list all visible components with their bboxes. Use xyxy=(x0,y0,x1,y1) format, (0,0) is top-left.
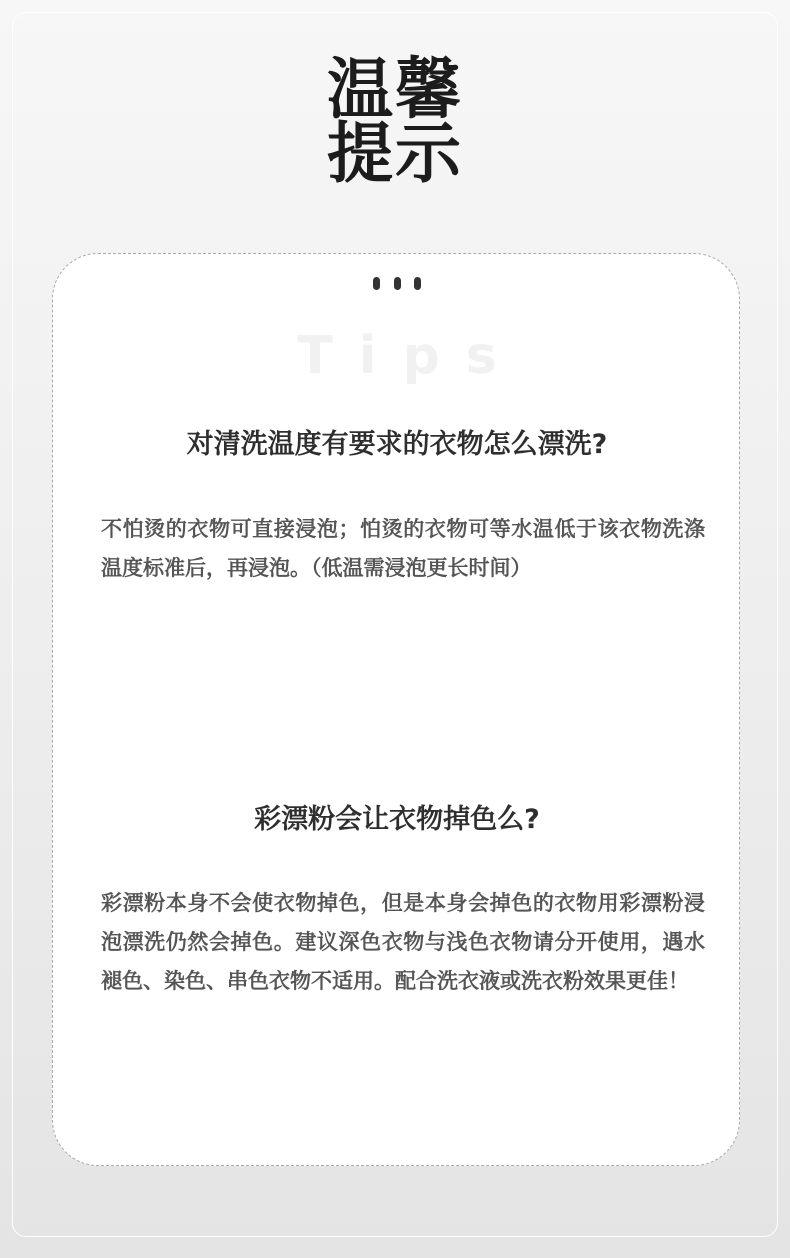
dot-icon xyxy=(373,277,380,290)
tips-watermark: Tips xyxy=(297,326,523,386)
page-title xyxy=(0,51,790,192)
answer-1: 不怕烫的衣物可直接浸泡；怕烫的衣物可等水温低于该衣物洗涤温度标准后，再浸泡。（低温需浸泡更长时间） xyxy=(101,517,705,580)
title-line-1: 温馨 xyxy=(327,51,463,128)
answer-2: 彩漂粉本身不会使衣物掉色，但是本身会掉色的衣物用彩漂粉浸泡漂洗仍然会掉色。建议深色衣物与浅色衣物请分开使用，遇水褪色、染色、串色衣物不适用。配合洗衣液或洗衣粉效果更佳！ xyxy=(101,891,705,993)
question-1: 对清洗温度有要求的衣物怎么漂洗? xyxy=(186,429,608,460)
more-dots-icon xyxy=(373,276,421,290)
question-2: 彩漂粉会让衣物掉色么? xyxy=(254,804,540,835)
title-line-2: 提示 xyxy=(327,115,463,192)
tips-card xyxy=(52,253,740,1166)
dot-icon xyxy=(394,277,401,290)
dot-icon xyxy=(414,277,421,290)
